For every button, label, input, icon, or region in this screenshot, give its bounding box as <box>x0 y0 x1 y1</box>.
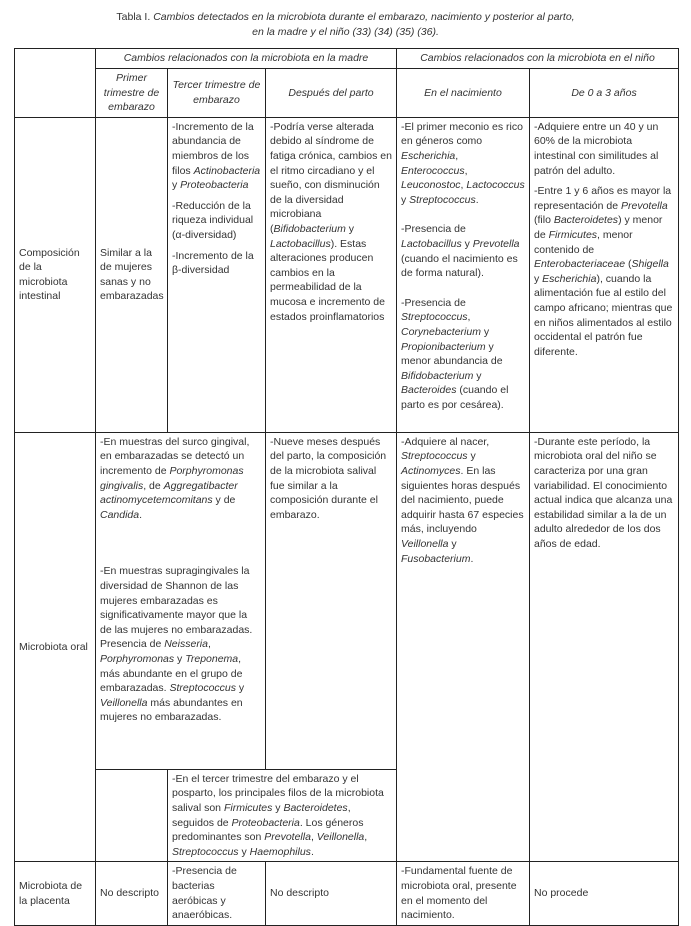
text-segment: -En muestras supragingivales la diversidad de Shannon de las mujeres embarazadas es significativamente mayor que la de las mujeres no embarazadas. Presencia de <box>100 565 253 651</box>
header-madre: Cambios relacionados con la microbiota en la madre <box>96 49 397 69</box>
cell-embarazo <box>96 432 266 769</box>
cell-primer <box>96 862 168 925</box>
text-segment: y <box>236 682 245 695</box>
text-segment: , <box>310 831 317 844</box>
text-segment: y <box>272 802 284 815</box>
cell-paragraph <box>401 864 525 922</box>
text-segment: Similar a la de mujeres sanas y no embarazadas <box>100 246 164 303</box>
cell-nacimiento <box>397 432 530 862</box>
microbiota-table <box>14 48 679 926</box>
cell-paragraph <box>100 435 261 523</box>
cell-paragraph <box>172 249 261 278</box>
text-segment: ). Estas alteraciones producen cambios en la permeabilidad de la mucosa e incremento de estados proinflamatorios <box>270 237 385 323</box>
text-segment: -Adquiere al nacer, <box>401 435 490 448</box>
caption-title: Cambios detectados en la microbiota durante el embarazo, nacimiento y posterior al parto, <box>153 11 575 23</box>
italic-taxon: Actinomyces <box>401 464 461 477</box>
italic-taxon: Veillonella <box>100 696 148 709</box>
italic-taxon: Treponema <box>185 652 239 665</box>
italic-taxon: Bifidobacterium <box>273 222 346 235</box>
text-segment: ) y menor de <box>534 214 663 241</box>
subheader-primer-trimestre: Primer trimestre de embarazo <box>96 69 168 118</box>
italic-taxon: Bacteroidetes <box>553 214 619 227</box>
text-segment: -Adquiere entre un 40 y un 60% de la microbiota intestinal con similitudes al patrón del adulto. <box>534 120 659 177</box>
cell-tercer <box>168 862 266 925</box>
text-segment: y <box>174 652 186 665</box>
text-segment: , <box>467 311 471 324</box>
text-segment: y menor abundancia de <box>401 340 503 368</box>
cell-paragraph <box>534 184 674 359</box>
text-segment: No descripto <box>100 887 159 900</box>
text-segment: , más abundante en el grupo de embarazadas. <box>100 652 243 695</box>
row-label: Microbiota oral <box>15 432 96 862</box>
text-segment: -En muestras del surco gingival, en embarazadas se detectó un incremento de <box>100 435 250 477</box>
text-segment: más abundantes en mujeres no embarazadas. <box>100 696 243 724</box>
cell-paragraph <box>401 120 525 208</box>
text-segment: -Durante este período, la microbiota oral del niño se caracteriza por una gran variabilidad. El conocimiento actual indica que alcanza una estabilidad similar a la de un adulto alrededor de los dos años de edad. <box>534 435 673 550</box>
italic-taxon: Firmicutes <box>223 802 273 815</box>
cell-paragraph <box>270 886 392 901</box>
text-segment: . <box>139 508 143 521</box>
text-segment: -Presencia de bacterias aeróbicas y anaeróbicas. <box>172 865 237 922</box>
text-segment: . <box>310 845 314 858</box>
subheader-despues-parto: Después del parto <box>266 69 397 118</box>
row-label: Microbiota de la placenta <box>15 862 96 925</box>
italic-taxon: Proteobacteria <box>180 179 249 192</box>
text-segment: -Entre 1 y 6 años es mayor la representación de <box>534 185 672 212</box>
subheader-nacimiento: En el nacimiento <box>397 69 530 118</box>
italic-taxon: Porphyromonas gingivalis <box>100 464 244 492</box>
text-segment: y <box>238 845 250 858</box>
italic-taxon: Actinobacteria <box>193 164 261 177</box>
cell-paragraph <box>401 435 525 566</box>
italic-taxon: Veillonella <box>316 831 365 844</box>
italic-taxon: Streptococcus <box>401 450 468 463</box>
italic-taxon: Veillonella <box>401 537 449 550</box>
italic-taxon: Aggregatibacter actinomycetemcomitans <box>100 479 238 507</box>
cell-despues <box>266 117 397 432</box>
cell-paragraph <box>534 435 674 552</box>
text-segment: No descripto <box>270 887 329 900</box>
italic-taxon: Enterococcus <box>401 164 465 177</box>
text-segment: -Incremento de la abundancia de miembros de los filos <box>172 120 254 177</box>
cell-paragraph <box>401 296 525 413</box>
text-segment: -Podría verse alterada debido al síndrome de fatiga crónica, cambios en el ritmo circadiano y el sueño, con disminución de la diversidad microbiana ( <box>270 120 392 235</box>
text-segment: (cuando el parto es por cesárea). <box>401 384 509 411</box>
italic-taxon: Bacteroides <box>401 384 457 397</box>
row-label: Composición de la microbiota intestinal <box>15 117 96 432</box>
caption-title-line2: en la madre y el niño (33) (34) (35) (36). <box>252 26 439 38</box>
cell-nino <box>530 432 679 862</box>
cell-nino <box>530 862 679 925</box>
italic-taxon: Streptococcus <box>172 845 239 858</box>
text-segment: ), cuando la alimentación fue al estilo del campo africano; mientras que en niños alimentados al estilo occidental el patrón fue diferente. <box>534 272 673 358</box>
empty-cell <box>96 769 168 862</box>
italic-taxon: Bifidobacterium <box>401 369 474 382</box>
table-row-intestinal <box>15 117 679 432</box>
italic-taxon: Prevotella <box>264 831 311 844</box>
text-segment: , <box>207 638 211 651</box>
cell-nino <box>530 117 679 432</box>
cell-primer <box>96 117 168 432</box>
subheader-tercer-trimestre: Tercer trimestre de embarazo <box>168 69 266 118</box>
text-segment: y <box>345 222 355 235</box>
text-segment: (cuando el nacimiento es de forma natural). <box>401 252 518 280</box>
text-segment: -Nueve meses después del parto, la composición de la microbiota salival fue similar a la composición durante el embarazo. <box>270 435 387 521</box>
text-segment: -Presencia de <box>401 223 466 236</box>
italic-taxon: Lactobacillus <box>270 237 331 250</box>
cell-paragraph <box>172 864 261 922</box>
cell-paragraph <box>100 564 261 725</box>
header-nino: Cambios relacionados con la microbiota en el niño <box>397 49 679 69</box>
text-segment: , seguidos de <box>172 802 351 829</box>
italic-taxon: Escherichia <box>542 272 597 285</box>
cell-tercer <box>168 117 266 432</box>
text-segment: . Los géneros predominantes son <box>172 816 364 844</box>
text-segment: y <box>401 193 410 206</box>
text-segment: , <box>455 149 459 162</box>
italic-taxon: Candida <box>100 508 140 521</box>
italic-taxon: Leuconostoc <box>401 179 461 192</box>
text-segment: -Reducción de la riqueza individual (α-diversidad) <box>172 199 254 241</box>
cell-nacimiento <box>397 117 530 432</box>
text-segment: -Incremento de la β-diversidad <box>172 249 254 277</box>
text-segment: y <box>448 537 457 550</box>
italic-taxon: Lactobacillus <box>401 237 462 250</box>
cell-paragraph <box>172 199 261 243</box>
text-segment: , <box>364 831 368 844</box>
cell-nacimiento <box>397 862 530 925</box>
italic-taxon: Streptococcus <box>401 311 468 324</box>
italic-taxon: Fusobacterium <box>401 552 471 565</box>
italic-taxon: Propionibacterium <box>401 340 486 353</box>
cell-paragraph <box>172 120 261 193</box>
cell-paragraph <box>100 246 163 304</box>
text-segment: y <box>461 237 473 250</box>
text-segment: (filo <box>534 214 554 227</box>
italic-taxon: Prevotella <box>472 237 520 250</box>
cell-paragraph <box>270 120 392 324</box>
text-segment: , <box>464 164 468 177</box>
text-segment: y de <box>212 494 236 507</box>
table-row-oral <box>15 432 679 769</box>
italic-taxon: Proteobacteria <box>231 816 300 829</box>
text-segment: . En las siguientes horas después del nacimiento, puede adquirir hasta 67 especies más, incluyendo <box>401 464 524 536</box>
text-segment: No procede <box>534 887 589 900</box>
italic-taxon: Streptococcus <box>409 193 476 206</box>
text-segment: -Presencia de <box>401 296 466 309</box>
text-segment: y <box>172 179 181 192</box>
cell-paragraph <box>100 886 163 901</box>
italic-taxon: Firmicutes <box>548 228 598 241</box>
text-segment: . <box>470 552 474 565</box>
italic-taxon: Shigella <box>631 258 669 271</box>
cell-paragraph <box>172 772 392 860</box>
italic-taxon: Enterobacteriaceae <box>534 258 626 271</box>
text-segment: ( <box>625 258 632 271</box>
italic-taxon: Bacteroidetes <box>283 802 348 815</box>
cell-paragraph <box>534 120 674 178</box>
italic-taxon: Lactococcus <box>466 179 525 192</box>
table-caption <box>0 10 691 40</box>
text-segment: -El primer meconio es rico en géneros como <box>401 120 523 148</box>
subheader-0-3-anos: De 0 a 3 años <box>530 69 679 118</box>
text-segment: , de <box>143 479 164 492</box>
cell-tercer-posparto <box>168 769 397 862</box>
cell-paragraph <box>270 435 392 523</box>
text-segment: y <box>467 450 476 463</box>
caption-prefix: Tabla I. <box>116 11 154 23</box>
italic-taxon: Corynebacterium <box>401 325 481 338</box>
italic-taxon: Haemophilus <box>249 845 311 858</box>
italic-taxon: Prevotella <box>620 199 668 212</box>
italic-taxon: Porphyromonas <box>100 652 175 665</box>
text-segment: . <box>475 193 479 206</box>
corner-cell <box>15 49 96 118</box>
italic-taxon: Escherichia <box>401 149 456 162</box>
text-segment: y <box>534 272 543 285</box>
cell-paragraph <box>534 886 674 901</box>
text-segment: , <box>460 179 467 192</box>
text-segment: -Fundamental fuente de microbiota oral, presente en el momento del nacimiento. <box>401 865 517 922</box>
table-row-placenta <box>15 862 679 925</box>
cell-despues <box>266 862 397 925</box>
text-segment: -En el tercer trimestre del embarazo y el posparto, los principales filos de la microbiota salival son <box>172 772 384 815</box>
text-segment: y <box>473 369 482 382</box>
text-segment: y <box>480 325 490 338</box>
italic-taxon: Streptococcus <box>169 682 237 695</box>
text-segment: , menor contenido de <box>534 228 633 256</box>
italic-taxon: Neisseria <box>164 638 208 651</box>
cell-paragraph <box>401 222 525 280</box>
cell-despues <box>266 432 397 769</box>
